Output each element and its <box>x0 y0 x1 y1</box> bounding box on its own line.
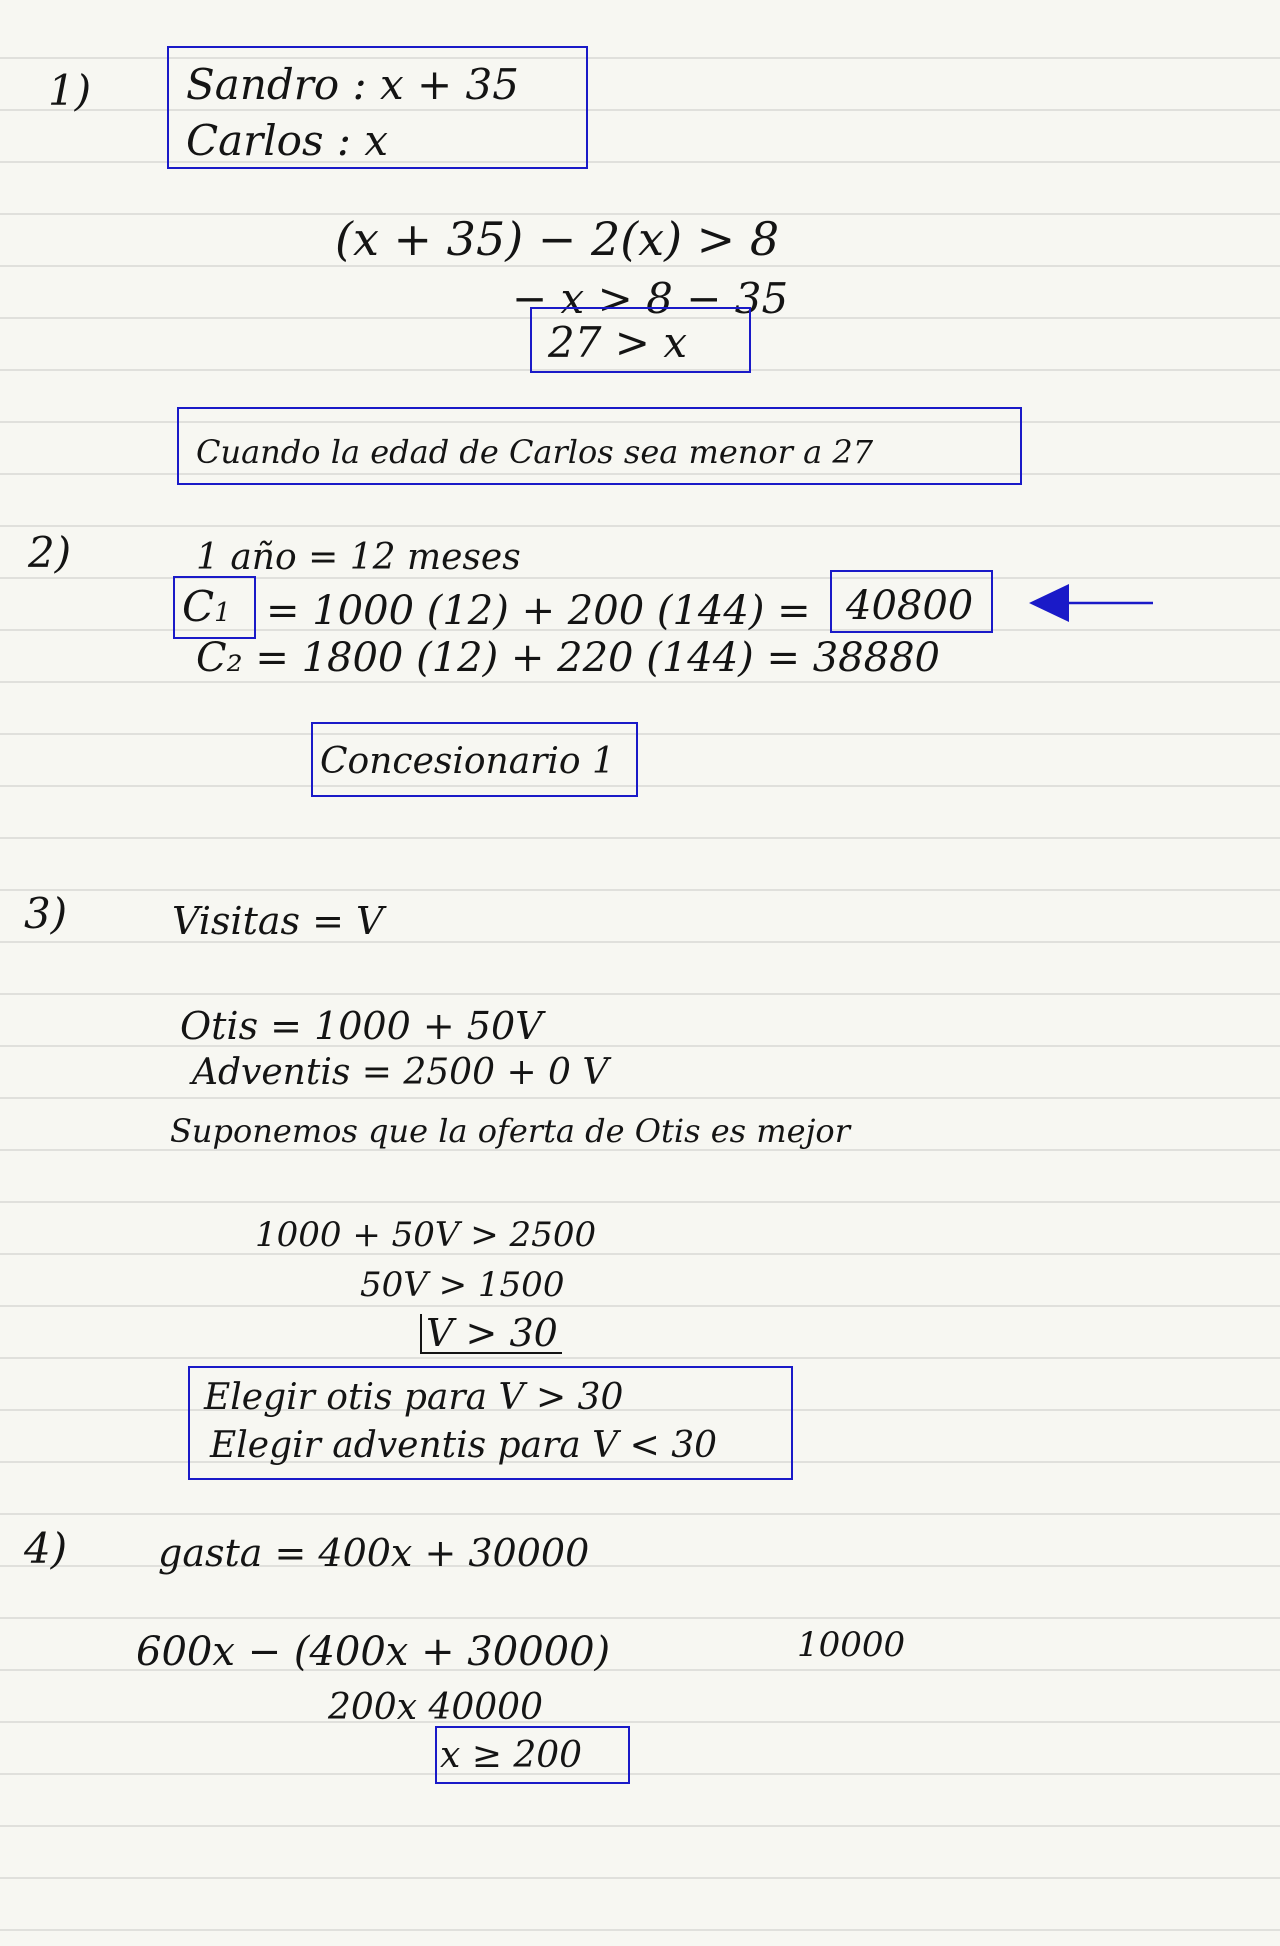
inequality-step-1: (x + 35) − 2(x) > 8 <box>335 212 780 266</box>
problem-3-number: 3) <box>24 889 68 938</box>
problem-4-number: 4) <box>24 1524 68 1573</box>
problem-2-number: 2) <box>28 528 72 577</box>
problem-1-number: 1) <box>48 66 92 115</box>
answer-3-line-2: Elegir adventis para V < 30 <box>210 1425 718 1466</box>
assumption: Suponemos que la oferta de Otis es mejor <box>170 1112 850 1150</box>
result-3: V > 30 <box>420 1314 562 1354</box>
result-1: 27 > x <box>548 318 688 367</box>
profit-target: 10000 <box>797 1625 906 1665</box>
answer-2: Concesionario 1 <box>320 741 615 782</box>
profit-expression: 600x − (400x + 30000) <box>136 1629 611 1675</box>
c1-equation: = 1000 (12) + 200 (144) = <box>266 588 811 634</box>
c2-equation: C₂ = 1800 (12) + 220 (144) = 38880 <box>196 635 940 681</box>
cost-equation: gasta = 400x + 30000 <box>158 1531 590 1575</box>
c1-letter: C <box>182 582 215 631</box>
sandro-definition: Sandro : x + 35 <box>186 60 519 109</box>
answer-1: Cuando la edad de Carlos sea menor a 27 <box>196 433 874 471</box>
year-months: 1 año = 12 meses <box>196 537 521 578</box>
visits-definition: Visitas = V <box>172 899 384 943</box>
inequality-3-step-1: 1000 + 50V > 2500 <box>255 1215 597 1255</box>
inequality-step-2: − x > 8 − 35 <box>512 274 789 323</box>
result-2: 40800 <box>846 583 974 629</box>
inequality-3-step-2: 50V > 1500 <box>360 1265 565 1305</box>
c1-subscript: 1 <box>214 598 231 628</box>
adventis-equation: Adventis = 2500 + 0 V <box>192 1052 609 1093</box>
profit-step-2: 200x 40000 <box>328 1687 543 1728</box>
otis-equation: Otis = 1000 + 50V <box>180 1004 543 1048</box>
c1-label <box>182 582 231 631</box>
answer-3-line-1: Elegir otis para V > 30 <box>204 1377 624 1418</box>
result-4: x ≥ 200 <box>440 1735 583 1776</box>
arrow-left-icon <box>1025 578 1155 628</box>
carlos-definition: Carlos : x <box>186 116 389 165</box>
